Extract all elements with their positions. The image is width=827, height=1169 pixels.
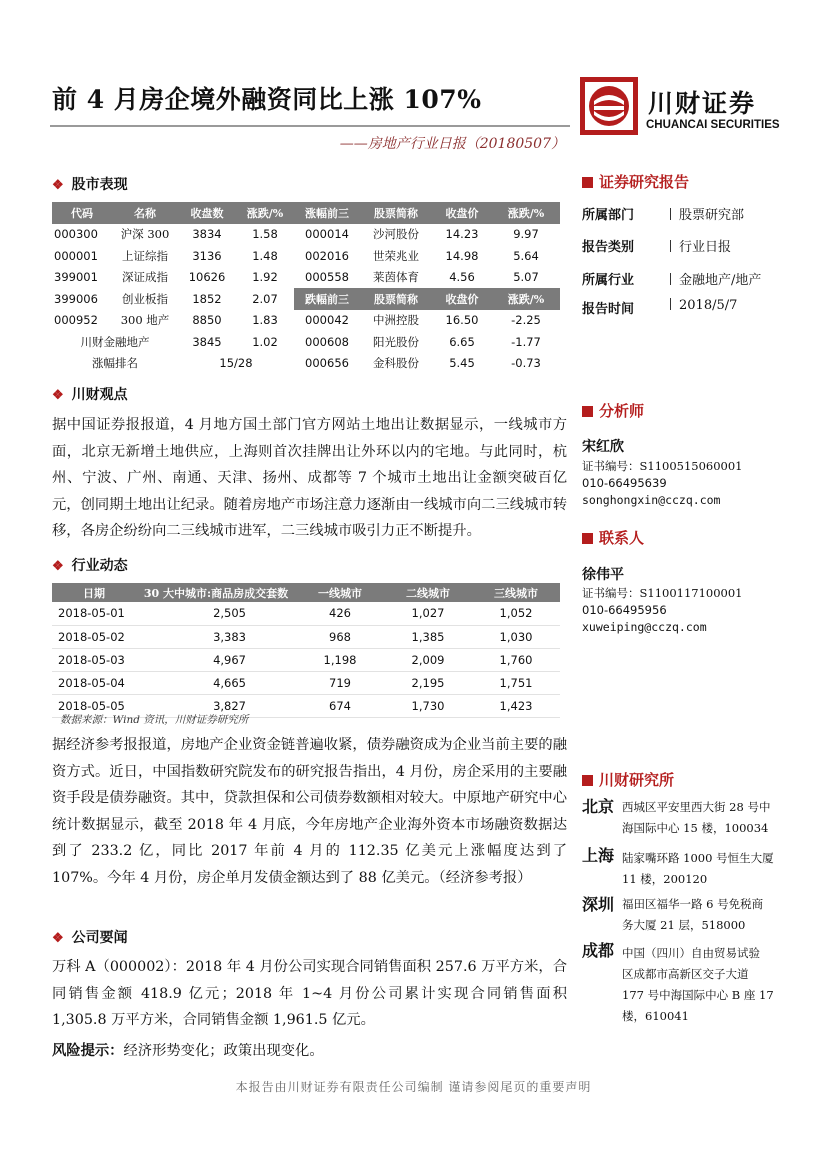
index-close: 1852: [192, 291, 222, 306]
table-row: [52, 224, 560, 246]
table-row: [52, 602, 560, 625]
col-header: 30 大中城市:商品房成交套数: [136, 583, 296, 602]
col-header: 涨跌/%: [236, 202, 294, 224]
diamond-bullet-icon: ❖: [52, 388, 64, 403]
table-row: [52, 267, 560, 289]
index-name: 300 地产: [120, 313, 170, 328]
table-cell: 2018-05-05: [52, 694, 136, 717]
stock-code: 000014: [305, 227, 349, 242]
report-heading: 证券研究报告: [582, 171, 689, 192]
contact-email[interactable]: xuweiping@cczq.com: [582, 620, 707, 634]
col-header: 收盘价: [432, 202, 492, 224]
industry-heading: ❖ 行业动态: [52, 558, 128, 574]
field-category-value: 行业日报: [670, 236, 731, 255]
stock-name: 沙河股份: [373, 227, 419, 242]
analyst-name: 宋红欣: [582, 439, 624, 455]
field-industry-value: 金融地产/地产: [670, 269, 761, 288]
logo-brand-cn: 川财证券: [648, 89, 757, 118]
contact-name: 徐伟平: [582, 567, 624, 583]
col-header: 股票简称: [360, 202, 432, 224]
office-city-beijing: 北京: [582, 797, 615, 816]
stock-close: 6.65: [449, 334, 475, 349]
diamond-bullet-icon: ❖: [52, 178, 64, 193]
index-close: 3834: [192, 227, 222, 242]
rank-label: 涨幅排名: [92, 356, 138, 371]
stock-code: 000558: [305, 270, 349, 285]
logo-brand-en: CHUANCAI SECURITIES: [646, 119, 780, 131]
table-row: [52, 648, 560, 671]
stock-close: 5.45: [449, 356, 475, 371]
index-name: 创业板指: [122, 291, 168, 306]
company-paragraph: 万科 A（000002）：2018 年 4 月份公司实现合同销售面积 257.6 万平方米，合同销售金额 418.9 亿元；2018 年 1~4 月份公司累计实现合同销售面积 1,305.8 万平方米，合同销售金额 1,961.5 亿元。: [52, 959, 567, 1028]
table-cell: 1,052: [472, 602, 560, 625]
table-cell: 1,751: [472, 671, 560, 694]
col-header: 日期: [52, 583, 136, 602]
stock-name: 金科股份: [373, 356, 419, 371]
table-row: [52, 353, 560, 375]
analyst-heading: 分析师: [582, 400, 644, 421]
index-code: 399001: [54, 270, 98, 285]
table-cell: 1,385: [384, 625, 472, 648]
square-bullet-icon: [582, 177, 593, 188]
risk-label: 风险提示：: [52, 1043, 124, 1059]
stock-name: 莱茵体育: [373, 270, 419, 285]
col-header: 二线城市: [384, 583, 472, 602]
table-cell: 674: [296, 694, 384, 717]
field-category: 报告类别: [582, 240, 635, 255]
table-cell: 1,760: [472, 648, 560, 671]
index-change: 1.48: [252, 248, 278, 263]
index-name: 深证成指: [122, 270, 168, 285]
view-paragraph: 据中国证券报报道，4 月地方国土部门官方网站土地出让数据显示，一线城市方面，北京无新增土地供应，上海则首次挂牌出让外环以内的宅地。与此同时，杭州、宁波、广州、南通、天津、扬州、成都等 7 个城市土地出让金额突破百亿元，创同期土地出让纪录。随着房地产市场注意力逐渐由一线城市向二三线城市转移，各房企纷纷向二三线城市进军，二三线城市吸引力正不断提升。: [52, 417, 567, 539]
table-cell: 2,505: [136, 602, 296, 625]
col-header: 名称: [112, 202, 178, 224]
rank-value: 15/28: [219, 356, 253, 371]
data-source-note: 数据来源：Wind 资讯，川财证券研究所: [60, 714, 249, 726]
index-name: 上证综指: [122, 248, 168, 263]
chuancai-index-close: 3845: [192, 334, 222, 349]
field-industry: 所属行业: [582, 273, 635, 288]
field-date: 报告时间: [582, 302, 635, 317]
stock-change: -2.25: [511, 313, 541, 328]
diamond-bullet-icon: ❖: [52, 931, 64, 946]
risk-note: [52, 1038, 567, 1065]
square-bullet-icon: [582, 533, 593, 544]
table-cell: 4,967: [136, 648, 296, 671]
page-title: 前 4 月房企境外融资同比上涨 107%: [52, 85, 482, 114]
analyst-cert: 证书编号：S1100515060001: [582, 459, 743, 473]
stock-close: 16.50: [445, 313, 479, 328]
table-cell: 1,423: [472, 694, 560, 717]
table-cell: 719: [296, 671, 384, 694]
table-cell: 2018-05-02: [52, 625, 136, 648]
stock-name: 世荣兆业: [373, 248, 419, 263]
page-subtitle: ——房地产行业日报（20180507）: [339, 136, 565, 152]
index-close: 10626: [188, 270, 226, 285]
industry-paragraph: 据经济参考报报道，房地产企业资金链普遍收紧，债券融资成为企业当前主要的融资方式。近日，中国指数研究院发布的研究报告指出，4 月份，房企采用的主要融资手段是债券融资。其中，贷款担保和公司债券数额相对较大。中原地产研究中心统计数据显示，截至 2018 年 4 月底，今年房地产企业海外资本市场融资数据达到了 233.2 亿，同比 2017 年前 4 月的 112.35 亿美元上涨幅度达到了 107%。今年 4 月份，房企单月发债金额达到了 88 亿美元。（经济参考报）: [52, 737, 567, 886]
table-row: [52, 310, 560, 332]
square-bullet-icon: [582, 406, 593, 417]
office-address-beijing: 西城区平安里西大街 28 号中 海国际中心 15 楼，100034: [622, 800, 771, 835]
analyst-phone: 010-66495639: [582, 476, 667, 490]
market-header-row: [52, 202, 560, 224]
stock-name: 阳光股份: [373, 334, 419, 349]
table-cell: 426: [296, 602, 384, 625]
col-header: 涨跌/%: [492, 202, 560, 224]
table-cell: 1,730: [384, 694, 472, 717]
index-close: 8850: [192, 313, 222, 328]
index-change: 2.07: [252, 291, 278, 306]
contact-phone: 010-66495956: [582, 603, 667, 617]
stock-change: -0.73: [511, 356, 541, 371]
stock-change: 9.97: [513, 227, 539, 242]
col-header: 代码: [52, 202, 112, 224]
index-change: 1.83: [252, 313, 278, 328]
col-header: 收盘数: [178, 202, 236, 224]
index-code: 399006: [54, 291, 98, 306]
table-cell: 2018-05-01: [52, 602, 136, 625]
index-name: 沪深 300: [120, 227, 170, 242]
field-date-value: 2018/5/7: [670, 298, 737, 313]
office-city-shenzhen: 深圳: [582, 895, 615, 914]
table-cell: 4,665: [136, 671, 296, 694]
table-cell: 2018-05-03: [52, 648, 136, 671]
col-header: 一线城市: [296, 583, 384, 602]
stock-code: 002016: [305, 248, 349, 263]
index-code: 000001: [54, 248, 98, 263]
chuancai-logo-icon: [580, 77, 638, 135]
index-close: 3136: [192, 248, 222, 263]
chuancai-index-name: 川财金融地产: [80, 334, 150, 349]
view-heading: ❖ 川财观点: [52, 387, 128, 403]
stock-close: 14.23: [445, 227, 479, 242]
stock-close: 14.98: [445, 248, 479, 263]
field-department-value: 股票研究部: [670, 204, 744, 223]
stock-code: 000042: [305, 313, 349, 328]
col-header: 三线城市: [472, 583, 560, 602]
contact-heading: 联系人: [582, 527, 644, 548]
losers-header: 收盘价: [432, 288, 492, 310]
industry-header-row: [52, 583, 560, 602]
office-city-shanghai: 上海: [582, 846, 615, 865]
title-divider: [50, 125, 570, 127]
office-address-shenzhen: 福田区福华一路 6 号免税商 务大厦 21 层，518000: [622, 897, 764, 932]
industry-table: [52, 583, 560, 718]
table-cell: 2,195: [384, 671, 472, 694]
losers-header: 股票简称: [360, 288, 432, 310]
table-row: [52, 671, 560, 694]
table-cell: 1,027: [384, 602, 472, 625]
analyst-email[interactable]: songhongxin@cczq.com: [582, 493, 721, 507]
index-change: 1.58: [252, 227, 278, 242]
table-cell: 3,827: [136, 694, 296, 717]
table-cell: 2018-05-04: [52, 671, 136, 694]
table-row: [52, 288, 560, 310]
market-table: [52, 202, 560, 374]
risk-text: 经济形势变化；政策出现变化。: [123, 1043, 324, 1059]
table-cell: 3,383: [136, 625, 296, 648]
page-footer: 本报告由川财证券有限责任公司编制 谨请参阅尾页的重要声明: [235, 1080, 592, 1094]
stock-code: 000608: [305, 334, 349, 349]
chuancai-index-change: 1.02: [252, 334, 278, 349]
table-cell: 1,030: [472, 625, 560, 648]
office-address-chengdu: 中国（四川）自由贸易试验 区成都市高新区交子大道 177 号中海国际中心 B 座 17 楼，610041: [622, 946, 774, 1023]
stock-name: 中洲控股: [373, 313, 419, 328]
market-heading: ❖ 股市表现: [52, 177, 128, 193]
table-row: [52, 331, 560, 353]
company-heading: ❖ 公司要闻: [52, 930, 128, 946]
index-code: 000300: [54, 227, 98, 242]
diamond-bullet-icon: ❖: [52, 559, 64, 574]
stock-change: 5.64: [513, 248, 539, 263]
table-cell: 2,009: [384, 648, 472, 671]
stock-change: -1.77: [511, 334, 541, 349]
office-address-shanghai: 陆家嘴环路 1000 号恒生大厦 11 楼，200120: [622, 851, 774, 886]
losers-header: 涨跌/%: [492, 288, 560, 310]
square-bullet-icon: [582, 775, 593, 786]
table-cell: 968: [296, 625, 384, 648]
stock-close: 4.56: [449, 270, 475, 285]
table-row: [52, 625, 560, 648]
index-change: 1.92: [252, 270, 278, 285]
office-city-chengdu: 成都: [582, 941, 615, 960]
stock-code: 000656: [305, 356, 349, 371]
table-row: [52, 245, 560, 267]
institute-heading: 川财研究所: [582, 769, 674, 790]
field-department: 所属部门: [582, 208, 635, 223]
index-code: 000952: [54, 313, 98, 328]
losers-header: 跌幅前三: [294, 288, 360, 310]
stock-change: 5.07: [513, 270, 539, 285]
table-cell: 1,198: [296, 648, 384, 671]
col-header: 涨幅前三: [294, 202, 360, 224]
contact-cert: 证书编号：S1100117100001: [582, 586, 743, 600]
